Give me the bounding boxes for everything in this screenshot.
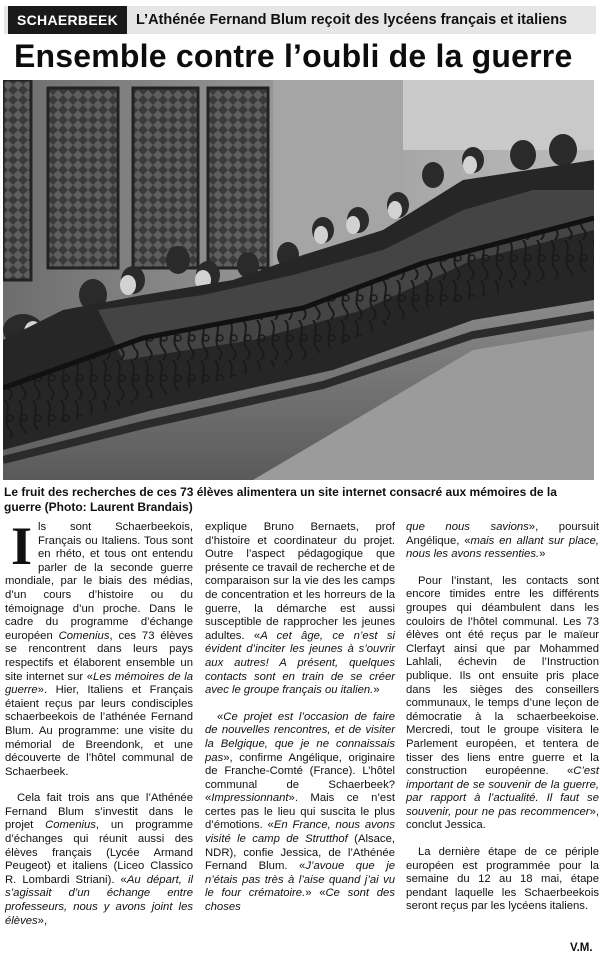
kicker-line: L’Athénée Fernand Blum reçoit des lycéens français et italiens xyxy=(136,12,568,28)
paragraph: explique Bruno Bernaets, prof d’histoire et coordinateur du projet. Outre l’aspect pédagogique que présente ce travail de recherche et de comparaison sur la vie des les camps de concentration et les horreurs de la guerre, la démarche est aussi susceptible de rapprocher les jeunes adultes. «A cet âge, ce n’est si évident d’inciter les jeunes à s’ouvrir aux autres! A présent, quelques contacts sont en train de se créer avec le groupe français ou italien.» xyxy=(205,521,395,697)
paragraph: Pour l’instant, les contacts sont encore timides entre les différents groupes qui déambulent dans les couloirs de l’hôtel communal. Les 73 élèves ont été reçus par le maïeur Clerfayt ainsi que par Mohammed Lahlali, échevin de l’Instruction publique. Ils ont ensuite pris place dans les sièges des conseillers communaux, le temps d’une leçon de démocratie à la schaerbeekoise. Mercredi, tout le groupe visitera le Parlement européen, et tentera de tisser des liens entre guerre et la construction européenne. «C’est important de se souvenir de la guerre, par rapport à l’actualité. Il faut se souvenir, pour ne pas recommencer», conclut Jessica. xyxy=(406,574,599,832)
paragraph: Ils sont Schaerbeekois, Français ou Italiens. Tous sont en rhéto, et tous ont entendu parler de la seconde guerre mondiale, par le biais des médias, d’un cours d’histoire ou du témoignage d’un proche. Dans le cadre du programme d’échange européen Comenius, ces 73 élèves se rencontrent dans leurs pays respectifs et élaborent ensemble un site internet sur «Les mémoires de la guerre». Hier, Italiens et Français étaient reçus par leurs condisciples schaerbeekois de l’athénée Fernand Blum. Au programme: une visite du mémorial de Breendonk, et une découverte de l’hôtel communal de Schaerbeek. xyxy=(5,516,194,778)
article-body xyxy=(3,516,599,941)
paragraph: que nous savions», poursuit Angélique, «mais en allant sur place, nous les avons ressenties.» xyxy=(406,521,599,561)
paragraph: La dernière étape de ce périple européen est programmée pour la semaine du 12 au 18 mai, étape pendant laquelle les Schaerbeekois seront reçus par les lycéens italiens. xyxy=(406,846,599,913)
paragraph: «Ce projet est l’occasion de faire de nouvelles rencontres, et de visiter la Belgique, que je ne connaissais pas», confirme Angélique, originaire de Franche-Comté (France). L’hôtel communal de Schaerbeek? «Impressionnant». Mais ce n’est certes pas le lieu qui suscita le plus d’émotions. «En France, nous avons visité le camp de Strutthof (Alsace, NDR), confie Jessica, de l’Athénée Fernand Blum. «J’avoue que je n’étais pas très à l’aise quand j’ai vu le four crématoire.» «Ce sont des choses xyxy=(205,710,395,914)
headline: Ensemble contre l’oubli de la guerre xyxy=(14,38,573,74)
section-tag: SCHAERBEEK xyxy=(8,6,127,34)
article-photo xyxy=(3,80,594,480)
column-2 xyxy=(205,521,395,928)
drop-cap: I xyxy=(11,516,33,576)
staircase-group-photo xyxy=(3,80,594,480)
paragraph: Cela fait trois ans que l’Athénée Fernand Blum s’investit dans le projet Comenius, un programme d’échanges qui réunit aussi des élèves français (Lycée Armand Peugeot) et italiens (Liceo Classico R. Lombardi Striani). «Au départ, il s’agissait d’un échange entre professeurs, nous y avons joint les élèves», xyxy=(5,792,193,927)
author-byline: V.M. xyxy=(570,942,593,954)
column-1 xyxy=(5,516,194,941)
photo-caption: Le fruit des recherches de ces 73 élèves alimentera un site internet consacré aux mémoires de la guerre (Photo: Laurent Brandais) xyxy=(4,485,557,514)
column-3 xyxy=(406,521,599,927)
